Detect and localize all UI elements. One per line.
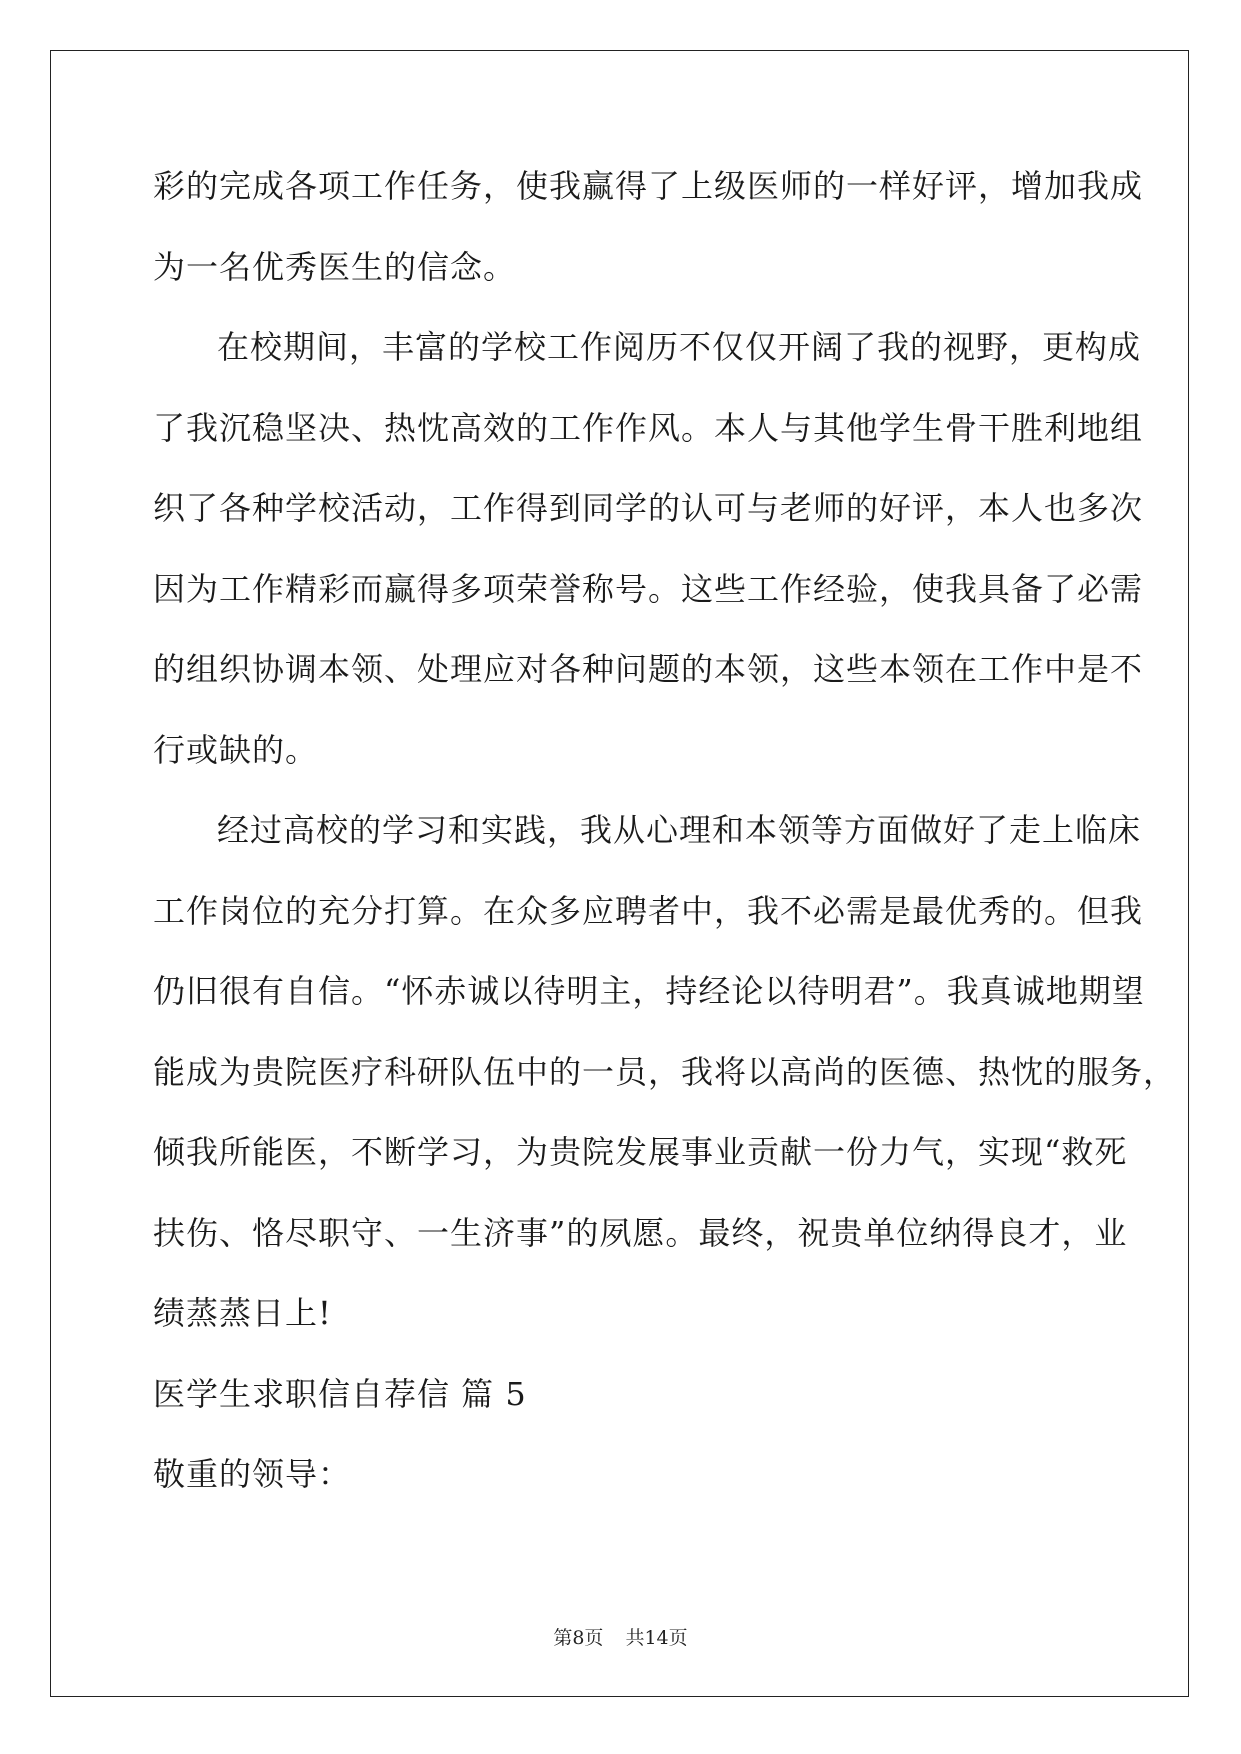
text-line: 织了各种学校活动，工作得到同学的认可与老师的好评，本人也多次 [153, 489, 1144, 527]
text-line: 了我沉稳坚决、热忱高效的工作作风。本人与其他学生骨干胜利地组 [153, 408, 1144, 447]
text-line: 彩的完成各项工作任务，使我赢得了上级医师的一样好评，增加我成 [153, 167, 1144, 205]
text-line: 为一名优秀医生的信念。 [153, 247, 517, 286]
document-body [153, 162, 1177, 1531]
page-total: 共14页 [625, 1627, 688, 1649]
text-line: 扶伤、恪尽职守、一生济事”的夙愿。最终，祝贵单位纳得良才，业 [153, 1213, 1128, 1252]
section-heading: 医学生求职信自荐信 篇 5 [153, 1374, 527, 1413]
text-line: 因为工作精彩而赢得多项荣誉称号。这些工作经验，使我具备了必需 [153, 569, 1144, 608]
text-line: 行或缺的。 [153, 730, 319, 769]
text-line: 绩蒸蒸日上! [153, 1294, 332, 1332]
text-line: 倾我所能医，不断学习，为贵院发展事业贡献一份力气，实现“救死 [153, 1133, 1128, 1171]
paragraph-start-line: 经过高校的学习和实践，我从心理和本领等方面做好了走上临床 [217, 811, 1142, 849]
page-footer [0, 1625, 1241, 1651]
text-line: 的组织协调本领、处理应对各种问题的本领，这些本领在工作中是不 [153, 650, 1144, 688]
text-line: 工作岗位的充分打算。在众多应聘者中，我不必需是最优秀的。但我 [153, 891, 1144, 930]
text-line: 能成为贵院医疗科研队伍中的一员，我将以高尚的医德、热忱的服务， [153, 1052, 1177, 1091]
salutation: 敬重的领导： [153, 1455, 352, 1493]
page-number: 第8页 [553, 1627, 604, 1649]
text-line: 仍旧很有自信。“怀赤诚以待明主，持经论以待明君”。我真诚地期望 [153, 972, 1145, 1010]
paragraph-start-line: 在校期间，丰富的学校工作阅历不仅仅开阔了我的视野，更构成 [217, 328, 1142, 366]
